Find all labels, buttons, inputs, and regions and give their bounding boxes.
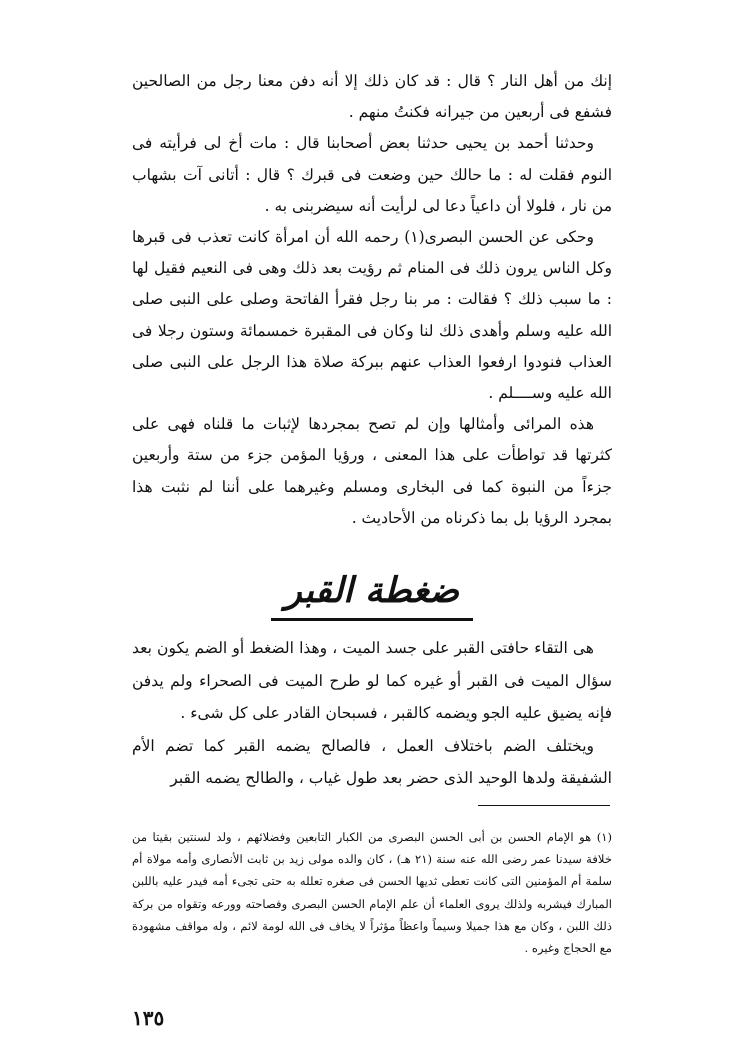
page-number: ١٣٥ [132,1006,165,1030]
footnote-divider [478,805,610,806]
section-heading-wrap [132,566,612,628]
main-text-block [132,66,612,534]
paragraph-3: وحكى عن الحسن البصرى(١) رحمه الله أن امرأة كانت تعذب فى قبرها وكل الناس يرون ذلك فى المنام ثم رؤيت بعد ذلك وهى فى النعيم فقيل لها : ما سبب ذلك ؟ فقالت : مر بنا رجل فقرأ الفاتحة وصلى على النبى صلى الله عليه وسلم وأهدى ذلك لنا وكان فى المقبرة خمسمائة وستون رجلا فى العذاب فنودوا ارفعوا العذاب عنهم ببركة صلاة هذا الرجل على النبى صلى الله عليه وســــلم . [132,228,612,403]
section-text-block [132,632,612,795]
section-heading: ضغطة القبر [271,566,473,621]
paragraph-6: ويختلف الضم باختلاف العمل ، فالصالح يضمه القبر كما تضم الأم الشفيقة ولدها الوحيد الذى حضر بعد طول غياب ، والطالح يضمه القبر [132,736,612,787]
paragraph-5: هى التقاء حافتى القبر على جسد الميت ، وهذا الضغط أو الضم يكون بعد سؤال الميت فى القبر أو غيره كما لو طرح الميت فى الصحراء ولم يدفن فإنه يضيق عليه الجو ويضمه كالقبر ، فسبحان القادر على كل شىء . [132,639,612,722]
footnote-block [132,826,612,959]
footnote-1: (١) هو الإمام الحسن بن أبى الحسن البصرى من الكبار التابعين وفضلائهم ، ولد لسنتين بقيتا من خلافة سيدنا عمر رضى الله عنه سنة (٢١ هـ) ، كان والده مولى زيد بن ثابت الأنصارى وأمه مولاة أم سلمة أم المؤمنين التى كانت تعطى ثديها الحسن فى صغره تعلله به حتى تجىء أمه فيدر عليه باللبن المبارك فيشربه ولذلك يروى العلماء أن علم الإمام الحسن البصرى وفصاحته وورعه وتقواه من بركة ذلك اللبن ، وكان مع هذا جميلا وسيماً واعظاً مؤثراً لا يخاف فى الله لومة لائم ، وله مواقف مشهودة مع الحجاج وغيره . [132,830,612,956]
paragraph-2: وحدثنا أحمد بن يحيى حدثنا بعض أصحابنا قال : مات أخ لى فرأيته فى النوم فقلت له : ما حالك حين وضعت فى قبرك ؟ قال : أتانى آت بشهاب من نار ، فلولا أن داعياً دعا لى لرأيت أنه سيضربنى به . [132,134,612,215]
paragraph-4: هذه المرائى وأمثالها وإن لم تصح بمجردها لإثبات ما قلناه فهى على كثرتها قد تواطأت على هذا المعنى ، ورؤيا المؤمن جزء من ستة وأربعين جزءاً من النبوة كما فى البخارى ومسلم وغيرهما على أننا لم نثبت هذا بمجرد الرؤيا بل بما ذكرناه من الأحاديث . [132,415,612,527]
paragraph-1: إنك من أهل النار ؟ قال : قد كان ذلك إلا أنه دفن معنا رجل من الصالحين فشفع فى أربعين من جيرانه فكنتُ منهم . [132,72,612,122]
